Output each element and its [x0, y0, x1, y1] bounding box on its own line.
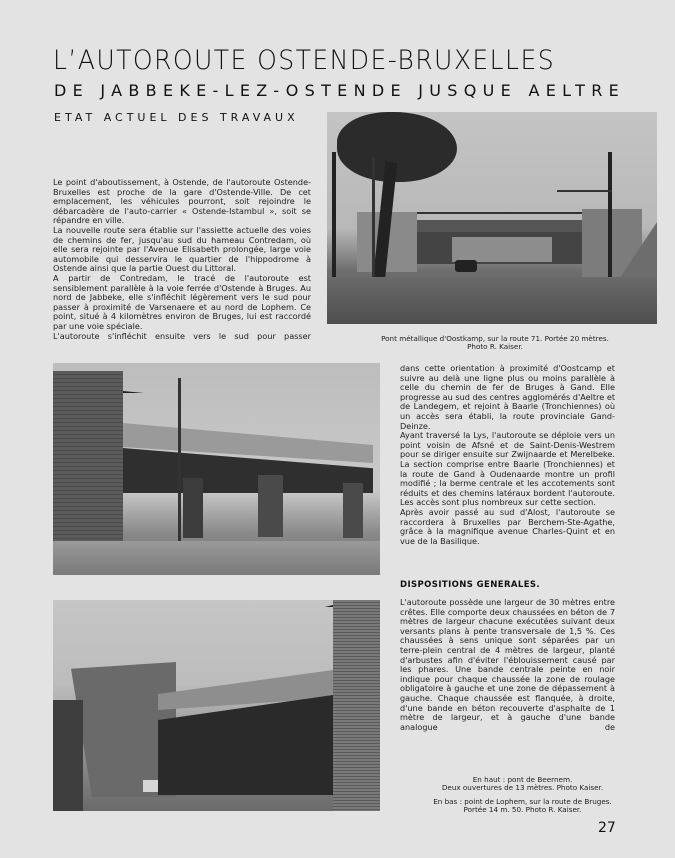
paragraph: La nouvelle route sera établie sur l'assiette actuelle des voies de chemins de fer, jusqu'au sud du hameau Contredam, où elle sera rejointe par l'Avenue Elisabeth prolongée, large voie automobile qui desservira le quartier de l'hippodrome à Ostende ainsi que la partie Ouest du Littoral.	[53, 224, 311, 274]
photo-oostkamp-bridge	[327, 112, 657, 324]
paragraph: Ayant traversé la Lys, l'autoroute se déploie vers un point voisin de Afsné et de Saint-Denis-Westrem pour se diriger ensuite sur Zwijnaarde et Merelbeke. La section comprise entre Baarle (Tronchiennes) et la route de Gand à Oudenaarde montre un profil modifié ; la berme centrale et les accotements sont réduits et des chemins latéraux bordent l'autoroute. Les accès sont plus nombreux sur cette section.	[400, 430, 615, 508]
caption-line: Deux ouvertures de 13 mètres. Photo Kaiser.	[441, 783, 604, 793]
paragraph: A partir de Contredam, le tracé de l'autoroute est sensiblement parallèle à la voie ferrée d'Ostende à Bruges. Au nord de Jabbeke, elle s'infléchit légèrement vers le sud pour passer à proximité de Varsenaere et au nord de Lophem. Ce point, situé à 4 kilomètres environ de Bruges, lui est raccordé par une voie spéciale.	[53, 272, 311, 331]
section-label: ETAT ACTUEL DES TRAVAUX	[54, 111, 299, 124]
caption-line: En haut : pont de Beernem.	[472, 775, 573, 784]
article-text-dispositions	[400, 598, 615, 732]
caption-credit: Photo R. Kaiser.	[467, 342, 523, 352]
photo-caption-top	[330, 335, 660, 352]
photo-beernem-bridge	[53, 363, 380, 575]
caption-line: Portée 14 m. 50. Photo R. Kaiser.	[463, 805, 582, 815]
section-heading-dispositions: DISPOSITIONS GENERALES.	[400, 580, 541, 590]
photo-caption-side	[405, 776, 640, 815]
paragraph: Le point d'aboutissement, à Ostende, de l'autoroute Ostende-Bruxelles est proche de la gare d'Ostende-Ville. De cet emplacement, les véhicules pourront, soit rejoindre le débarcadère de l'auto-carrier « Ostende-Istambul », soit se répandre en ville.	[53, 177, 311, 226]
caption-line: Pont métallique d'Oostkamp, sur la route 71. Portée 20 mètres.	[381, 334, 609, 343]
article-text-left-column	[53, 178, 311, 341]
paragraph: L'autoroute s'infléchit ensuite vers le sud pour passer	[53, 330, 311, 341]
paragraph: L'autoroute possède une largeur de 30 mètres entre crêtes. Elle comporte deux chaussées en béton de 7 mètres de largeur chacune exécutées suivant deux versants plans à pente transversale de 1,5 %. Ces chaussées à sens unique sont séparées par un terre-plein central de 4 mètres de largeur, planté d'arbustes afin d'éviter l'éblouissement causé par les phares. Une bande centrale peinte en noir indique pour chaque chaussée la zone de roulage obligatoire à gauche et une zone de dépassement à gauche. Chaque chaussée est flanquée, à droite, d'une bande en béton recouverte d'asphalte de 1 mètre de largeur, et à gauche d'une bande analogue de	[400, 597, 615, 732]
article-subtitle: DE JABBEKE-LEZ-OSTENDE JUSQUE AELTRE	[54, 81, 626, 100]
paragraph: Après avoir passé au sud d'Alost, l'autoroute se raccordera à Bruxelles par Berchem-Ste-Agathe, grâce à la magnifique avenue Charles-Quint et en vue de la Basilique.	[400, 506, 615, 546]
paragraph: dans cette orientation à proximité d'Oostcamp et suivre au delà une ligne plus ou moins parallèle à celle du chemin de fer de Bruges à Gand. Elle progresse au sud des centres agglomérés d'Aeltre et de Landegem, et rejoint à Baarle (Tronchiennes) où un accès sera établi, la route provinciale Gand-Deinze.	[400, 363, 615, 431]
photo-lophem-bridge	[53, 600, 380, 811]
page-number: 27	[598, 820, 616, 836]
caption-line: En bas : point de Lophem, sur la route de Bruges.	[433, 796, 612, 806]
article-title: L’AUTOROUTE OSTENDE-BRUXELLES	[53, 45, 556, 76]
article-text-right-column	[400, 364, 615, 546]
